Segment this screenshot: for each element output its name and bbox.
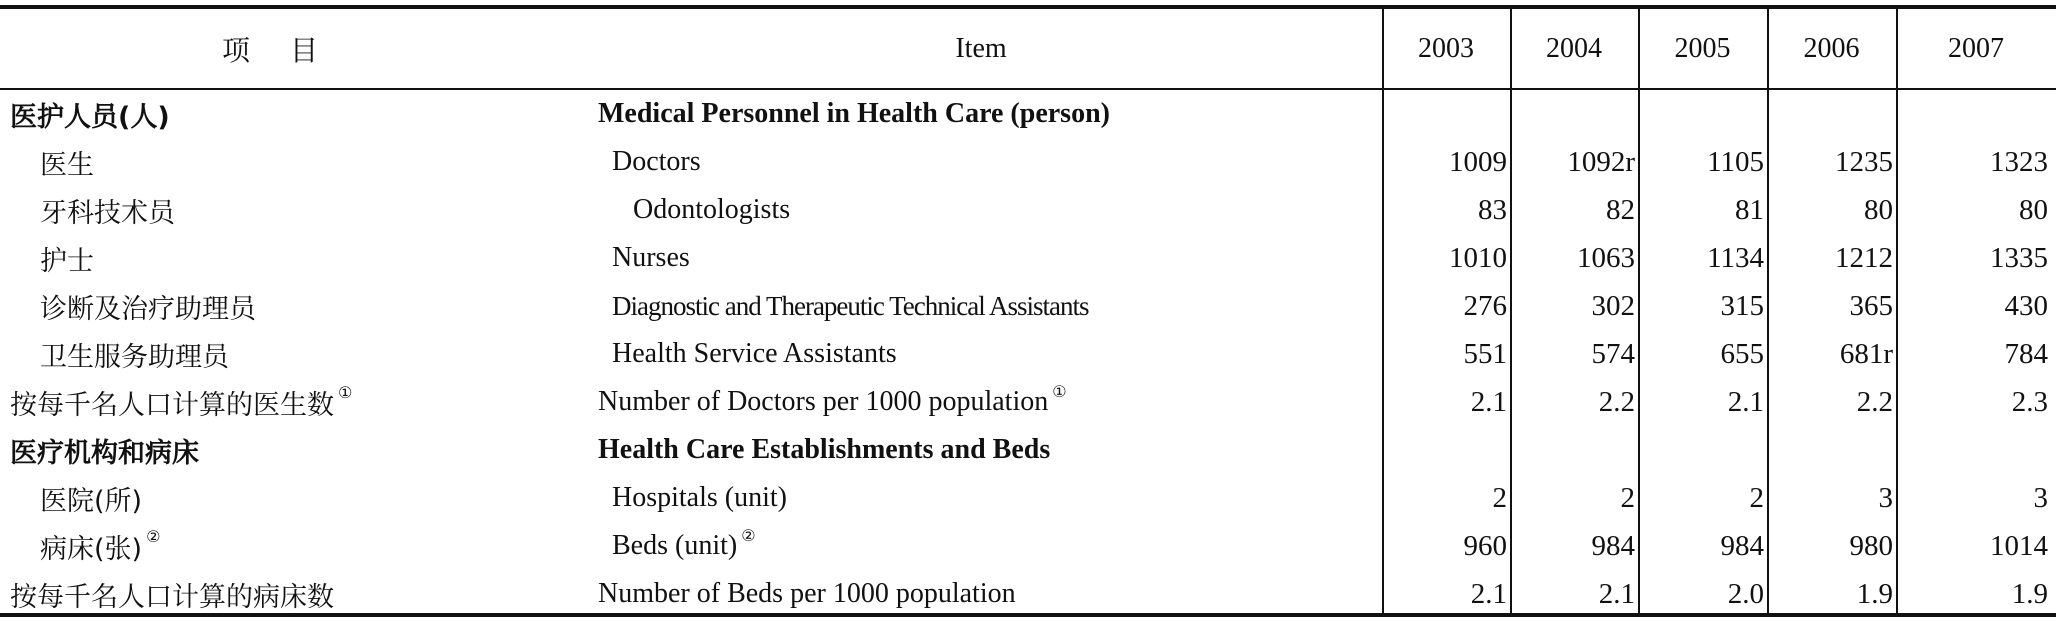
table-row	[0, 426, 2056, 474]
row-label-zh	[40, 282, 256, 330]
row-label-en-text: Number of Doctors per 1000 population	[598, 386, 1049, 417]
row-label-zh-text: 医生	[40, 149, 94, 181]
row-label-en	[598, 378, 1067, 426]
row-label-en-text: Medical Personnel in Health Care (person)	[598, 98, 1110, 129]
row-label-zh	[40, 474, 142, 522]
value-cell: 276	[1463, 289, 1507, 322]
value-cell: 2.3	[2011, 385, 2048, 418]
value-cell: 2	[1749, 481, 1764, 514]
row-label-en	[612, 330, 897, 378]
row-label-zh	[10, 570, 334, 618]
value-cell: 1063	[1577, 241, 1635, 274]
value-cell: 960	[1463, 529, 1507, 562]
value-cell	[1898, 426, 2048, 474]
row-label-en-text: Hospitals (unit)	[612, 482, 787, 513]
value-cell: 984	[1591, 529, 1635, 562]
row-label-en-text: Health Care Establishments and Beds	[598, 434, 1051, 465]
table-row	[0, 234, 2056, 282]
value-cell	[1640, 90, 1764, 138]
row-label-zh-text: 医护人员(人)	[10, 101, 170, 133]
row-label-en	[598, 90, 1110, 138]
value-cell: 1134	[1707, 241, 1764, 274]
footnote-marker: ②	[741, 528, 756, 545]
value-cell: 80	[1864, 193, 1893, 226]
row-label-zh	[40, 522, 160, 570]
header-zh-item: 项目	[221, 33, 358, 67]
row-label-en-text: Doctors	[612, 146, 701, 177]
row-label-en-text: Number of Beds per 1000 population	[598, 578, 1016, 609]
footnote-marker: ②	[146, 526, 161, 546]
value-cell	[1769, 90, 1893, 138]
value-cell	[1384, 90, 1507, 138]
row-label-en-text: Beds (unit)	[612, 530, 738, 561]
value-cell: 1335	[1990, 241, 2048, 274]
value-cell: 980	[1849, 529, 1893, 562]
row-label-zh	[10, 426, 199, 474]
row-label-zh	[40, 330, 229, 378]
row-label-zh-text: 医疗机构和病床	[10, 437, 199, 469]
value-cell: 2.1	[1470, 577, 1507, 610]
row-label-en-text: Health Service Assistants	[612, 338, 897, 369]
value-cell: 2.2	[1856, 385, 1893, 418]
value-cell: 83	[1478, 193, 1507, 226]
row-label-en	[633, 186, 790, 234]
row-label-en	[612, 282, 1088, 330]
table-row	[0, 186, 2056, 234]
value-cell	[1640, 426, 1764, 474]
value-cell: 2.0	[1727, 577, 1764, 610]
value-cell: 1.9	[1856, 577, 1893, 610]
row-label-zh-text: 按每千名人口计算的病床数	[10, 581, 334, 613]
table-row	[0, 570, 2056, 618]
value-cell	[1769, 426, 1893, 474]
value-cell	[1898, 90, 2048, 138]
value-cell: 2	[1492, 481, 1507, 514]
value-cell: 1.9	[2011, 577, 2048, 610]
row-label-en	[612, 522, 756, 570]
footnote-marker: ①	[1052, 384, 1067, 401]
value-cell: 1235	[1835, 145, 1893, 178]
value-cell: 80	[2019, 193, 2048, 226]
table-row	[0, 138, 2056, 186]
header-year: 2003	[1418, 32, 1474, 64]
value-cell: 655	[1720, 337, 1764, 370]
row-label-zh	[40, 234, 94, 282]
table-row	[0, 282, 2056, 330]
value-cell: 3	[1878, 481, 1893, 514]
value-cell: 302	[1591, 289, 1635, 322]
footnote-marker: ①	[338, 382, 353, 402]
row-label-en	[612, 138, 701, 186]
value-cell: 1212	[1835, 241, 1893, 274]
value-cell: 984	[1720, 529, 1764, 562]
table-row	[0, 90, 2056, 138]
row-label-zh-text: 按每千名人口计算的医生数	[10, 389, 334, 421]
row-label-zh	[40, 138, 94, 186]
value-cell: 1014	[1990, 529, 2048, 562]
value-cell	[1512, 90, 1635, 138]
value-cell: 82	[1606, 193, 1635, 226]
table-row	[0, 378, 2056, 426]
row-label-en	[598, 426, 1050, 474]
value-cell: 2.1	[1727, 385, 1764, 418]
value-cell	[1384, 426, 1507, 474]
row-label-zh-text: 护士	[40, 245, 94, 277]
value-cell: 3	[2033, 481, 2048, 514]
header-year: 2005	[1674, 32, 1731, 64]
header-en-item: Item	[955, 32, 1007, 64]
value-cell: 681r	[1839, 337, 1893, 370]
row-label-en	[612, 234, 690, 282]
row-label-zh-text: 卫生服务助理员	[40, 341, 229, 373]
value-cell: 2	[1620, 481, 1635, 514]
row-label-en	[612, 474, 787, 522]
row-label-zh-text: 病床(张)	[40, 533, 143, 565]
row-label-zh	[10, 378, 352, 426]
value-cell: 574	[1591, 337, 1635, 370]
row-label-zh	[10, 90, 170, 138]
value-cell: 430	[2004, 289, 2048, 322]
value-cell: 2.1	[1598, 577, 1635, 610]
row-label-en-text: Odontologists	[633, 194, 791, 225]
value-cell	[1512, 426, 1635, 474]
table-row	[0, 522, 2056, 570]
value-cell: 1105	[1707, 145, 1764, 178]
header-year: 2006	[1803, 32, 1860, 64]
row-label-en-text: Nurses	[612, 242, 690, 273]
row-label-en-text: Diagnostic and Therapeutic Technical Assistants	[612, 290, 1089, 321]
table-row	[0, 474, 2056, 522]
value-cell: 315	[1720, 289, 1764, 322]
row-label-zh	[40, 186, 175, 234]
value-cell: 81	[1735, 193, 1764, 226]
header-year: 2004	[1546, 32, 1602, 64]
value-cell: 1010	[1449, 241, 1507, 274]
row-label-zh-text: 医院(所)	[40, 485, 143, 517]
header-year: 2007	[1948, 32, 2004, 64]
row-label-zh-text: 诊断及治疗助理员	[40, 293, 256, 325]
value-cell: 551	[1463, 337, 1507, 370]
value-cell: 2.1	[1470, 385, 1507, 418]
value-cell: 1323	[1990, 145, 2048, 178]
table-row	[0, 330, 2056, 378]
row-label-zh-text: 牙科技术员	[40, 197, 175, 229]
value-cell: 1092r	[1567, 145, 1635, 178]
row-label-en	[598, 570, 1016, 618]
value-cell: 1009	[1449, 145, 1507, 178]
value-cell: 365	[1849, 289, 1893, 322]
value-cell: 2.2	[1598, 385, 1635, 418]
value-cell: 784	[2004, 337, 2048, 370]
